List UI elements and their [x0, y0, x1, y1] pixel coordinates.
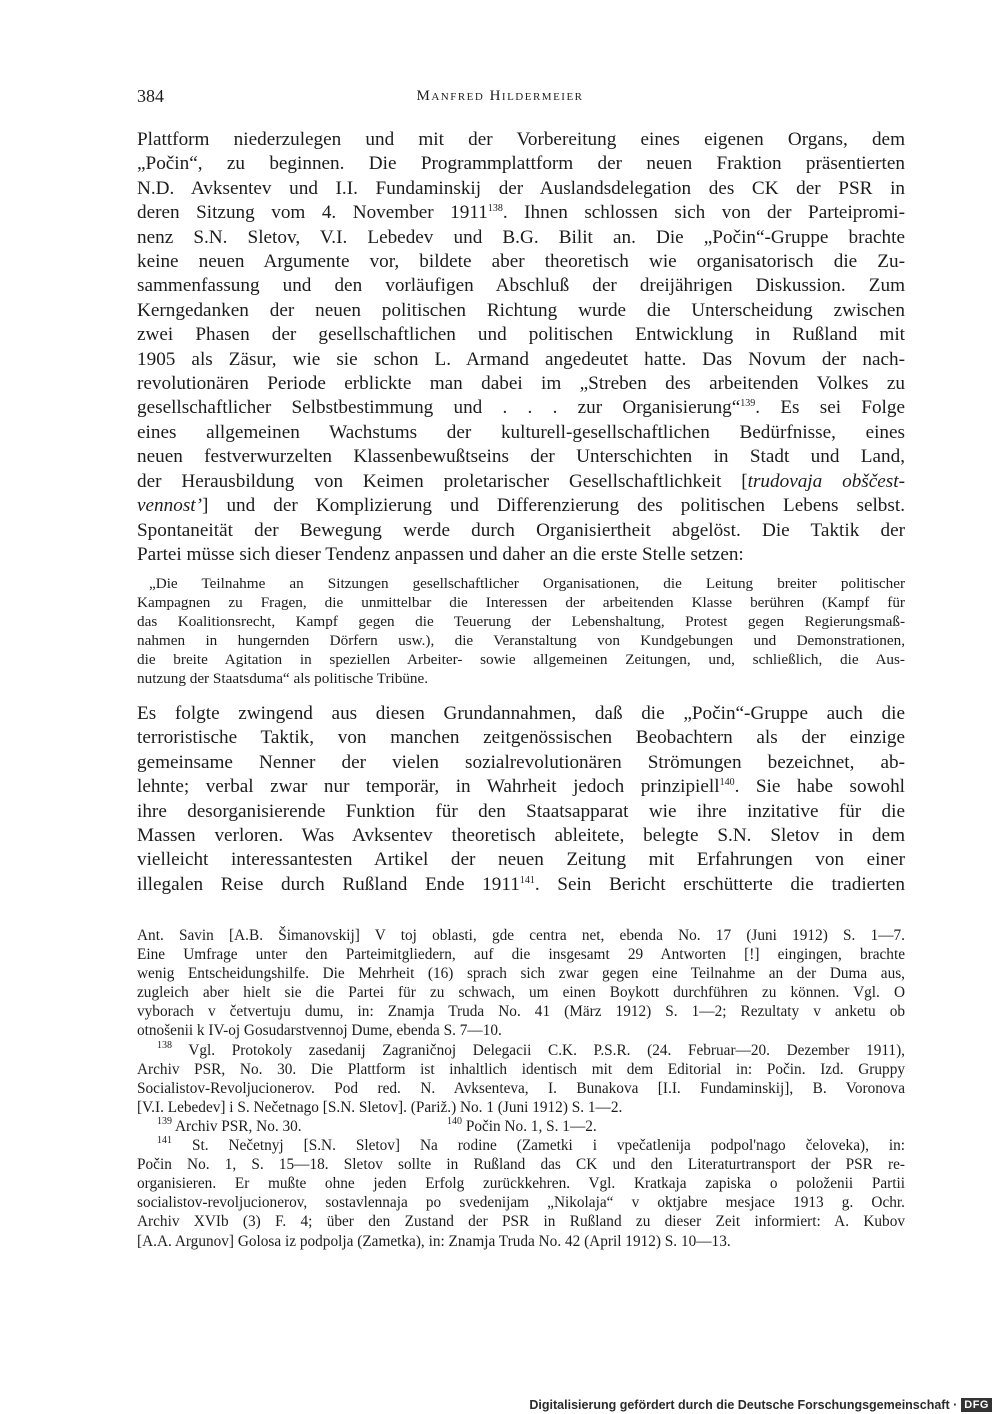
text-line: Kerngedanken der neuen politischen Richtung wurde die Unterscheidung zwischen [137, 299, 905, 321]
text-segment: lehnte; verbal zwar nur temporär, in Wahrheit jedoch prinzipiell [137, 776, 720, 798]
footnote-140 [447, 1115, 597, 1135]
text-line: Partei müsse sich dieser Tendenz anpassen und daher an die erste Stelle setzen: [137, 543, 744, 565]
footnote-text: St. Nečetnyj [S.N. Sletov] Na rodine (Zametki i vpečatlenija podpol'nago čeloveka), in: [191, 1137, 905, 1155]
text-line: revolutionären Periode erblickte man dabei im „Streben des arbeitenden Volkes zu [137, 373, 905, 395]
quote-line: nutzung der Staatsduma“ als politische Tribüne. [137, 670, 429, 687]
text-segment: illegalen Reise durch Rußland Ende 1911 [137, 873, 520, 895]
body-paragraph-2 [137, 702, 905, 897]
footnote-line: Ant. Savin [A.B. Šimanovskij] V toj oblasti, gde centra net, ebenda No. 17 (Juni 1912) S. 1—7. [137, 927, 905, 944]
footnote-line: Archiv PSR, No. 30. Die Plattform ist inhaltlich identisch mit dem Editorial in: Počin. Izd. Gruppy [137, 1060, 905, 1078]
text-segment: . Sie habe sowohl [734, 776, 905, 798]
text-line: zwei Phasen der gesellschaftlichen und politischen Entwicklung in Rußland mit [137, 324, 905, 346]
footnote-141-first-line [137, 1136, 905, 1155]
text-segment: deren Sitzung vom 4. November 1911 [137, 202, 488, 224]
text-line: gemeinsame Nenner der vielen sozialrevolutionären Strömungen bezeichnet, ab- [137, 751, 905, 773]
credit-text: Digitalisierung gefördert durch die Deutsche Forschungsgemeinschaft · [529, 1398, 958, 1412]
text-segment: ] und der Komplizierung und Differenzierung des politischen Lebens selbst. [202, 495, 905, 517]
text-line: Massen verloren. Was Avksentev theoretisch ableitete, belegte S.N. Sletov in dem [137, 825, 905, 847]
dfg-logo: DFG [961, 1398, 992, 1412]
text-line: Spontaneität der Bewegung werde durch Organisiertheit abgelöst. Die Taktik der [137, 519, 905, 541]
footnotes [137, 926, 905, 1251]
text-line-with-footnote [137, 396, 905, 420]
digitization-credit [529, 1398, 992, 1412]
quote-line: Kampagnen zu Fragen, die unmittelbar die Interessen der arbeitenden Klasse berühren (Kampf für [137, 594, 905, 611]
text-line: vielleicht interessantesten Artikel der neuen Zeitung mit Erfahrungen von einer [137, 849, 905, 871]
text-line: terroristische Taktik, von manchen zeitgenössischen Beobachtern als der einzige [137, 727, 905, 749]
body-paragraph-1 [137, 128, 905, 567]
running-head: Manfred Hildermeier [416, 88, 584, 104]
footnote-139-140-line [137, 1117, 905, 1136]
text-line: 1905 als Zäsur, wie sie schon L. Armand angedeutet hatte. Das Novum der nach- [137, 348, 905, 370]
footnote-line: wenig Entscheidungshilfe. Die Mehrheit (16) sprach sich zwar gegen eine Teilnahme an der Duma aus, [137, 965, 905, 983]
text-line-with-footnote [137, 775, 905, 799]
text-line-with-italic [137, 470, 905, 494]
footnote-line: [V.I. Lebedev] i S. Nečetnago [S.N. Sletov]. (Pariž.) No. 1 (Juni 1912) S. 1—2. [137, 1098, 623, 1116]
footnote-line: Eine Umfrage unter den Parteimitgliedern, auf die insgesamt 29 Antworten [!] eingingen, brachte [137, 946, 905, 964]
text-line: sammenfassung und den vorläufigen Abschluß der dreijährigen Diskussion. Zum [137, 275, 905, 297]
text-segment: . Sein Bericht erschütterte die tradierten [534, 873, 905, 895]
italic-term: trudovaja obščest- [747, 470, 905, 492]
text-line: nenz S.N. Sletov, V.I. Lebedev und B.G. Bilit an. Die „Počin“-Gruppe brachte [137, 226, 905, 248]
footnote-line: otnošenii k IV-oj Gosudarstvennoj Dume, ebenda S. 7—10. [137, 1022, 502, 1040]
text-line-with-footnote [137, 873, 905, 897]
text-line-with-italic [137, 494, 905, 518]
footnote-text: Vgl. Protokoly zasedanij Zagraničnoj Delegacii C.K. P.S.R. (24. Februar—20. Dezember 1911), [188, 1041, 905, 1059]
footnote-line: vyborach v četvertuju dumu, in: Znamja Truda No. 41 (März 1912) S. 1—2; Rezultaty v anketu ob [137, 1003, 905, 1021]
quote-line: das Koalitionsrecht, Kampf gegen die Teuerung der Lebenshaltung, Protest gegen Regierungsmaß- [137, 613, 905, 630]
footnote-line: Počin No. 1, S. 15—18. Sletov sollte in Rußland das CK und den Literaturtransport der PSR re- [137, 1156, 905, 1174]
text-line: Plattform niederzulegen und mit der Vorbereitung eines eigenen Organs, dem [137, 129, 905, 150]
page-number: 384 [137, 86, 164, 106]
footnote-138-first-line [137, 1041, 905, 1060]
text-segment: gesellschaftlicher Selbstbestimmung und . . . zur Organisierung“ [137, 397, 741, 419]
footnote-line: organisieren. Er mußte ohne jeden Erfolg zurückkehren. Vgl. Kratkaja zapiska o položenii Partii [137, 1175, 905, 1193]
footnote-ref-138[interactable]: 138 [487, 203, 503, 215]
footnote-text: Archiv PSR, No. 30. [174, 1117, 302, 1135]
quote-line: nahmen in hungernden Dörfern usw.), die Veranstaltung von Kundgebungen und Demonstrationen, [137, 632, 905, 649]
footnote-line: Socialistov-Revoljucionerov. Pod red. N. Avksenteva, I. Bunakova [I.I. Fundaminskij], B. Voronova [137, 1079, 905, 1097]
footnote-line: socialistov-revoljucionerov, sostavlennaja po svedenijam „Nikolaja“ v oktjabre mesjace 1913 g. Ochr. [137, 1194, 905, 1212]
quote-line: die breite Agitation in speziellen Arbeiter- sowie allgemeinen Zeitungen, und, schließlich, die Aus- [137, 651, 905, 668]
footnote-line: zugleich aber hielt sie die Partei für zu schwach, um einen Boykott durchführen zu können. Vgl. O [137, 984, 905, 1002]
footnote-line: Archiv XVIb (3) F. 4; über den Zustand der PSR in Rußland zu dieser Zeit informiert: A. Kubov [137, 1213, 905, 1231]
footnote-number: 138 [157, 1039, 172, 1051]
footnote-number: 140 [447, 1115, 462, 1127]
footnote-text: Počin No. 1, S. 1—2. [465, 1117, 597, 1135]
footnote-line: [A.A. Argunov] Golosa iz podpolja (Zametka), in: Znamja Truda No. 42 (April 1912) S. 10—13. [137, 1232, 731, 1250]
text-line: eines allgemeinen Wachstums der kulturell-gesellschaftlichen Bedürfnisse, eines [137, 421, 905, 443]
text-segment: . Ihnen schlossen sich von der Parteipromi- [502, 202, 906, 224]
footnote-139 [157, 1117, 447, 1136]
footnote-ref-139[interactable]: 139 [740, 398, 756, 410]
italic-term: vennost’ [137, 495, 203, 517]
text-line: ihre desorganisierende Funktion für den Staatsapparat wie ihre inzitative für die [137, 800, 905, 822]
block-quote [137, 574, 905, 688]
text-segment: der Herausbildung von Keimen proletarischer Gesellschaftlichkeit [ [137, 470, 748, 492]
quote-line: „Die Teilnahme an Sitzungen gesellschaftlicher Organisationen, die Leitung breiter politischer [149, 575, 905, 592]
text-segment: . Es sei Folge [755, 397, 905, 419]
text-line: N.D. Avksentev und I.I. Fundaminskij der Auslandsdelegation des CK der PSR in [137, 177, 905, 199]
text-line: keine neuen Argumente vor, bildete aber theoretisch wie organisatorisch die Zu- [137, 251, 905, 273]
text-line: „Počin“, zu beginnen. Die Programmplattform der neuen Fraktion präsentierten [137, 153, 905, 175]
text-line: Es folgte zwingend aus diesen Grundannahmen, daß die „Počin“-Gruppe auch die [137, 703, 905, 724]
footnote-number: 141 [157, 1135, 172, 1147]
footnote-ref-141[interactable]: 141 [519, 874, 535, 886]
text-line-with-footnote [137, 201, 905, 225]
footnote-ref-140[interactable]: 140 [719, 777, 735, 789]
footnote-number: 139 [157, 1115, 172, 1127]
text-line: neuen festverwurzelten Klassenbewußtseins der Unterschichten in Stadt und Land, [137, 446, 905, 468]
